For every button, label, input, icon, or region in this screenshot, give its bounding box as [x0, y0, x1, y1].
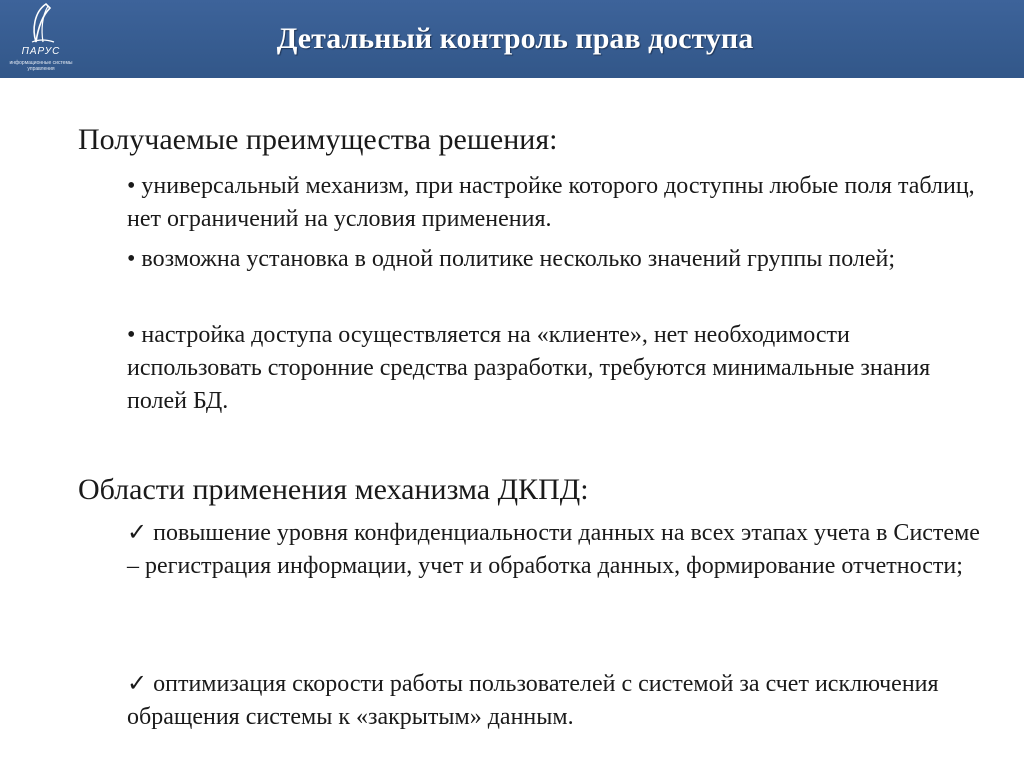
- bullet-marker: •: [127, 322, 136, 348]
- check-icon: ✓: [127, 671, 148, 697]
- sail-logo-icon: [28, 2, 56, 46]
- bullet-marker: •: [127, 173, 136, 199]
- slide-title: Детальный контроль прав доступа: [276, 22, 754, 55]
- list-item-text: оптимизация скорости работы пользователей с системой за счет исключения обращения системы к «закрытым» данным.: [127, 671, 939, 730]
- list-item: [127, 170, 987, 236]
- slide-header: [0, 0, 1024, 78]
- list-item-text: возможна установка в одной политике несколько значений группы полей;: [141, 246, 896, 272]
- list-item: [127, 243, 987, 276]
- list-item: [127, 319, 987, 418]
- list-item: [127, 517, 987, 583]
- bullet-marker: •: [127, 246, 136, 272]
- company-logo: [2, 2, 80, 74]
- check-icon: ✓: [127, 520, 148, 546]
- list-item-text: настройка доступа осуществляется на «клиенте», нет необходимости использовать сторонние средства разработки, требуются минимальные знания полей БД.: [127, 322, 931, 414]
- logo-subtitle: информационные системы управления: [9, 60, 73, 72]
- list-item-text: повышение уровня конфиденциальности данных на всех этапах учета в Системе – регистрация информации, учет и обработка данных, формирование отчетности;: [127, 520, 980, 579]
- list-item: [127, 668, 987, 734]
- applications-heading: Области применения механизма ДКПД:: [78, 473, 589, 506]
- list-item-text: универсальный механизм, при настройке которого доступны любые поля таблиц, нет ограничений на условия применения.: [127, 173, 975, 232]
- logo-name: ПАРУС: [21, 46, 61, 57]
- benefits-heading: Получаемые преимущества решения:: [78, 123, 558, 156]
